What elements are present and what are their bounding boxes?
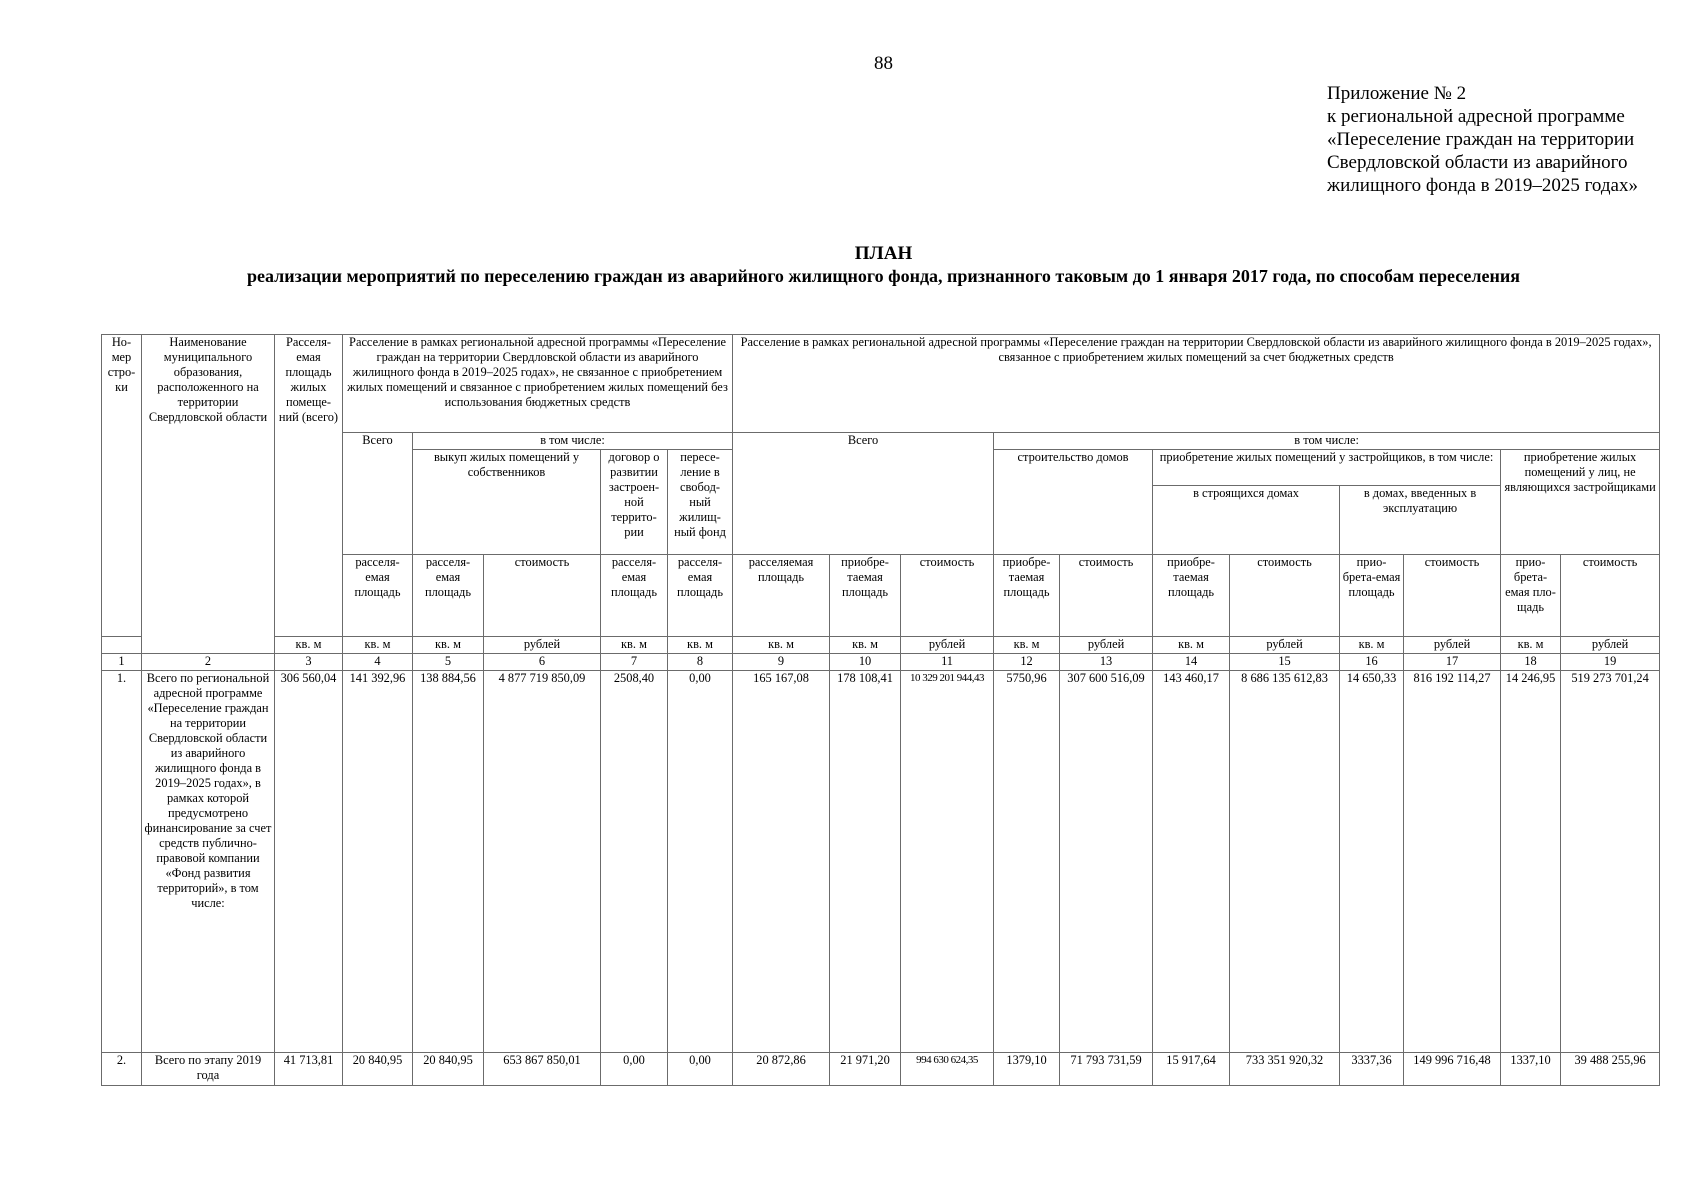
- subheader-cell: стоимость: [1404, 555, 1501, 637]
- column-number: 18: [1501, 654, 1561, 671]
- column-number: 1: [102, 654, 142, 671]
- table-cell: 1379,10: [994, 1053, 1060, 1086]
- subheader-cell: приобре-таемая площадь: [1153, 555, 1230, 637]
- table-cell: 0,00: [668, 671, 733, 1053]
- table-cell: 5750,96: [994, 671, 1060, 1053]
- appendix-line: Свердловской области из аварийного: [1327, 152, 1628, 173]
- units-cell: рублей: [1060, 637, 1153, 654]
- column-number: 15: [1230, 654, 1340, 671]
- units-cell: кв. м: [343, 637, 413, 654]
- plan-title: ПЛАН: [854, 243, 913, 264]
- units-cell: рублей: [484, 637, 601, 654]
- column-number: 10: [830, 654, 901, 671]
- table-row: [102, 671, 1660, 1053]
- table-cell: 0,00: [601, 1053, 668, 1086]
- units-cell: рублей: [1561, 637, 1660, 654]
- units-cell: кв. м: [994, 637, 1060, 654]
- header-municipality: Наименование муниципального образования, расположенного на территории Свердловской области: [142, 335, 275, 654]
- table-cell: 994 630 624,35: [901, 1053, 994, 1086]
- table-cell: 149 996 716,48: [1404, 1053, 1501, 1086]
- header-a-contract: договор о развитии застроен-ной террито-рии: [601, 450, 668, 555]
- units-cell: кв. м: [275, 637, 343, 654]
- row-name: Всего по региональной адресной программе «Переселение граждан на территории Свердловской области из аварийного жилищного фонда в 2019–2025 годах», в рамках которой предусмотрено финансирование за счет средств публично-правовой компании «Фонд развития территорий», в том числе:: [142, 671, 275, 1053]
- header-row-number: Но-мер стро-ки: [102, 335, 142, 637]
- table-cell: 3337,36: [1340, 1053, 1404, 1086]
- table-cell: 307 600 516,09: [1060, 671, 1153, 1053]
- subheader-cell: стоимость: [484, 555, 601, 637]
- table-row: [102, 1053, 1660, 1086]
- header-b-non-developers: приобретение жилых помещений у лиц, не являющихся застройщиками: [1501, 450, 1660, 555]
- header-b-commissioned: в домах, введенных в эксплуатацию: [1340, 486, 1501, 555]
- table-cell: 143 460,17: [1153, 671, 1230, 1053]
- table-cell: 1337,10: [1501, 1053, 1561, 1086]
- subheader-cell: приобре-таемая площадь: [994, 555, 1060, 637]
- units-cell: [102, 637, 142, 654]
- table-cell: 816 192 114,27: [1404, 671, 1501, 1053]
- units-cell: кв. м: [830, 637, 901, 654]
- units-cell: кв. м: [668, 637, 733, 654]
- table-cell: 141 392,96: [343, 671, 413, 1053]
- column-number: 5: [413, 654, 484, 671]
- table-cell: 519 273 701,24: [1561, 671, 1660, 1053]
- column-number: 9: [733, 654, 830, 671]
- table-cell: 8 686 135 612,83: [1230, 671, 1340, 1053]
- table-cell: 10 329 201 944,43: [901, 671, 994, 1053]
- header-a-buyout: выкуп жилых помещений у собственников: [413, 450, 601, 555]
- column-number: 2: [142, 654, 275, 671]
- subheader-cell: расселя-емая площадь: [601, 555, 668, 637]
- subheader-cell: стоимость: [1060, 555, 1153, 637]
- resettlement-plan-table: [101, 334, 1660, 1086]
- table-cell: 138 884,56: [413, 671, 484, 1053]
- units-cell: кв. м: [1340, 637, 1404, 654]
- table-cell: 21 971,20: [830, 1053, 901, 1086]
- column-number: 4: [343, 654, 413, 671]
- column-number: 17: [1404, 654, 1501, 671]
- units-cell: кв. м: [1153, 637, 1230, 654]
- table-cell: 2508,40: [601, 671, 668, 1053]
- header-b-under-construction: в строящихся домах: [1153, 486, 1340, 555]
- header-b-developers: приобретение жилых помещений у застройщиков, в том числе:: [1153, 450, 1501, 486]
- column-number: 8: [668, 654, 733, 671]
- subheader-cell: прио-брета-емая пло-щадь: [1501, 555, 1561, 637]
- column-number: 3: [275, 654, 343, 671]
- row-name: Всего по этапу 2019 года: [142, 1053, 275, 1086]
- table-cell: 4 877 719 850,09: [484, 671, 601, 1053]
- units-cell: кв. м: [413, 637, 484, 654]
- column-number: 13: [1060, 654, 1153, 671]
- appendix-note: [1327, 82, 1638, 197]
- table-cell: 20 840,95: [343, 1053, 413, 1086]
- units-cell: рублей: [1404, 637, 1501, 654]
- table-cell: 20 840,95: [413, 1053, 484, 1086]
- column-number: 11: [901, 654, 994, 671]
- appendix-line: жилищного фонда в 2019–2025 годах»: [1327, 175, 1638, 196]
- units-cell: кв. м: [1501, 637, 1561, 654]
- appendix-line: «Переселение граждан на территории: [1327, 129, 1635, 150]
- column-number: 7: [601, 654, 668, 671]
- table-cell: 39 488 255,96: [1561, 1053, 1660, 1086]
- table-cell: 41 713,81: [275, 1053, 343, 1086]
- table-cell: 71 793 731,59: [1060, 1053, 1153, 1086]
- appendix-line: Приложение № 2: [1327, 83, 1467, 104]
- table-cell: 306 560,04: [275, 671, 343, 1053]
- table-cell: 165 167,08: [733, 671, 830, 1053]
- header-total-area: Расселя-емая площадь жилых помеще-ний (всего): [275, 335, 343, 637]
- table-cell: 14 246,95: [1501, 671, 1561, 1053]
- units-cell: рублей: [1230, 637, 1340, 654]
- table-cell: 653 867 850,01: [484, 1053, 601, 1086]
- header-group-budget: Расселение в рамках региональной адресной программы «Переселение граждан на территории Свердловской области из аварийного жилищного фонда в 2019–2025 годах», связанное с приобретением жилых помещений за счет бюджетных средств: [733, 335, 1660, 433]
- subheader-cell: расселя-емая площадь: [343, 555, 413, 637]
- subheader-cell: расселя-емая площадь: [668, 555, 733, 637]
- subheader-cell: приобре-таемая площадь: [830, 555, 901, 637]
- appendix-line: к региональной адресной программе: [1327, 106, 1625, 127]
- table-cell: 20 872,86: [733, 1053, 830, 1086]
- column-number: 6: [484, 654, 601, 671]
- table-cell: 14 650,33: [1340, 671, 1404, 1053]
- units-cell: кв. м: [601, 637, 668, 654]
- row-number: 2.: [102, 1053, 142, 1086]
- subheader-cell: расселя-емая площадь: [413, 555, 484, 637]
- subheader-cell: стоимость: [901, 555, 994, 637]
- column-number: 12: [994, 654, 1060, 671]
- header-a-including: в том числе:: [413, 433, 733, 450]
- subheader-cell: прио-брета-емая площадь: [1340, 555, 1404, 637]
- row-number: 1.: [102, 671, 142, 1053]
- table-cell: 178 108,41: [830, 671, 901, 1053]
- header-b-including: в том числе:: [994, 433, 1660, 450]
- subheader-cell: расселяемая площадь: [733, 555, 830, 637]
- units-cell: рублей: [901, 637, 994, 654]
- subheader-cell: стоимость: [1230, 555, 1340, 637]
- units-cell: кв. м: [733, 637, 830, 654]
- table-cell: 733 351 920,32: [1230, 1053, 1340, 1086]
- header-b-construction: строительство домов: [994, 450, 1153, 555]
- column-number: 19: [1561, 654, 1660, 671]
- table-cell: 15 917,64: [1153, 1053, 1230, 1086]
- table-cell: 0,00: [668, 1053, 733, 1086]
- plan-subtitle: реализации мероприятий по переселению граждан из аварийного жилищного фонда, признанного таковым до 1 января 2017 года, по способам переселения: [247, 266, 1520, 286]
- header-a-relocation: пересе-ление в свобод-ный жилищ-ный фонд: [668, 450, 733, 555]
- header-group-nonbudget: Расселение в рамках региональной адресной программы «Переселение граждан на территории Свердловской области из аварийного жилищного фонда в 2019–2025 годах», не связанное с приобретением жилых помещений и связанное с приобретением жилых помещений без использования бюджетных средств: [343, 335, 733, 433]
- header-a-total: Всего: [343, 433, 413, 555]
- column-number: 16: [1340, 654, 1404, 671]
- column-number: 14: [1153, 654, 1230, 671]
- subheader-cell: стоимость: [1561, 555, 1660, 637]
- page-number: 88: [874, 53, 893, 74]
- header-b-total: Всего: [733, 433, 994, 555]
